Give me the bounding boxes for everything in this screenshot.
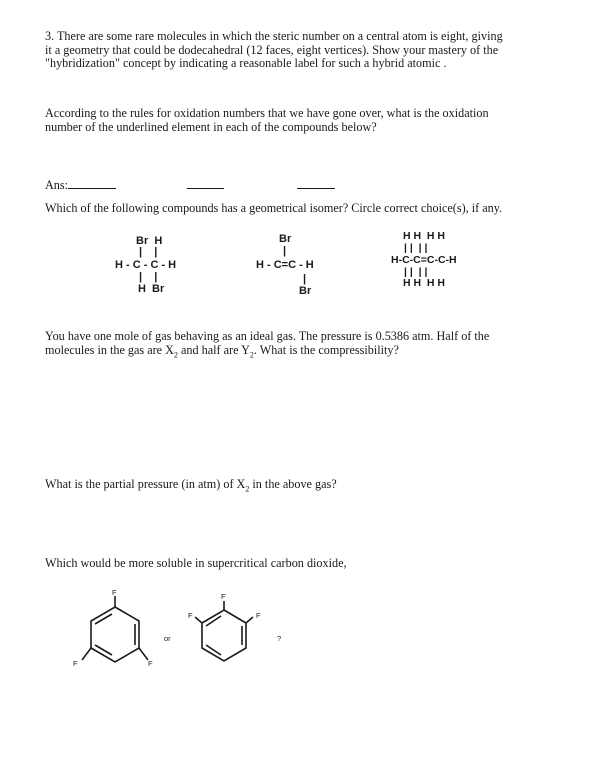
answer-row [45,178,385,193]
solubility-question: Which would be more soluble in supercritical carbon dioxide, [45,556,347,570]
inner-double-bond-left-3 [95,645,112,655]
gas-question-line-2 [45,344,555,362]
molecule-1[interactable] [115,235,195,305]
inner-double-bond-right-2 [206,616,221,626]
molecule-3-bottom-bonds: | | | | [404,266,428,278]
bond-f-lower-right [139,648,148,660]
molecule-2-bottom-bond: | [303,273,307,285]
molecule-3-top-row: H H H H [403,230,445,242]
gas-question [45,330,555,361]
inner-double-bond-right-3 [206,645,221,655]
molecule-2-top-bond: | [283,245,287,257]
molecule-1-top-bonds: | | [139,246,158,258]
molecule-1-bottom-bonds: | | [139,271,158,283]
molecule-3-bottom-row: H H H H [403,277,445,289]
answer-blank-3[interactable] [297,178,335,189]
or-label: or [164,634,171,643]
question-mark: ? [277,634,282,643]
partial-pressure-text-b: in the above gas? [249,477,337,491]
question-3 [45,30,555,71]
fluorine-label-2: F [73,659,78,668]
x-subscript: 2 [173,349,178,359]
fluorine-label-3: F [148,659,153,668]
molecule-2-middle-row: H - C=C - H [256,259,314,271]
molecule-3-top-bonds: | | | | [404,242,428,254]
oxidation-question [45,107,555,134]
molecule-2-top-row: Br [279,233,292,245]
question-3-line-2: it a geometry that could be dodecahedral (12 faces, eight vertices). Show your mastery of the [45,42,499,57]
isomer-question: Which of the following compounds has a geometrical isomer? Circle correct choice(s), if any. [45,201,503,215]
molecule-2[interactable] [256,233,336,303]
molecule-1-top-row: Br H [136,235,163,247]
bond-f-upper-left [195,617,202,623]
molecule-2-bottom-row: Br [299,285,312,297]
oxidation-question-line-2: number of the underlined element in each of the compounds below? [45,119,377,134]
benzene-ring-right [202,610,246,661]
molecule-3-middle-row: H-C-C=C-C-H [391,254,457,266]
gas-line-2-part-c: . What is the compressibility? [253,342,399,357]
answer-blank-1[interactable] [68,178,116,189]
oxidation-question-line-1: According to the rules for oxidation numbers that we have gone over, what is the oxidation [45,106,489,120]
question-3-line-3: "hybridization" concept by indicating a reasonable label for such a hybrid atomic . [45,56,447,70]
gas-line-2-part-b: and half are Y [177,342,250,357]
question-3-line-1: 3. There are some rare molecules in which the steric number on a central atom is eight, giving [45,29,503,43]
fluorine-label-4: F [221,592,226,601]
partial-x-subscript: 2 [245,484,250,494]
molecule-1-middle-row: H - C - C - H [115,259,177,271]
benzene-ring-left [91,607,139,662]
fluorine-label-1: F [112,588,117,597]
molecule-right [195,601,253,661]
y-subscript: 2 [249,349,254,359]
gas-question-line-1: You have one mole of gas behaving as an ideal gas. The pressure is 0.5386 atm. Half of the [45,329,490,343]
bond-f-upper-right [246,617,253,623]
fluorine-label-6: F [256,611,261,620]
partial-pressure-text-a: What is the partial pressure (in atm) of X [45,477,246,491]
partial-pressure-question [45,478,555,496]
inner-double-bond-left-2 [95,614,112,624]
answer-blank-2[interactable] [187,178,224,189]
answer-label: Ans: [45,178,69,192]
gas-line-2-part-a: molecules in the gas are X [45,342,174,357]
bond-f-lower-left [82,648,91,660]
fluorine-label-5: F [188,611,193,620]
molecule-1-bottom-row: H Br [138,283,165,295]
molecule-3[interactable] [391,230,481,300]
molecule-left [82,596,148,662]
